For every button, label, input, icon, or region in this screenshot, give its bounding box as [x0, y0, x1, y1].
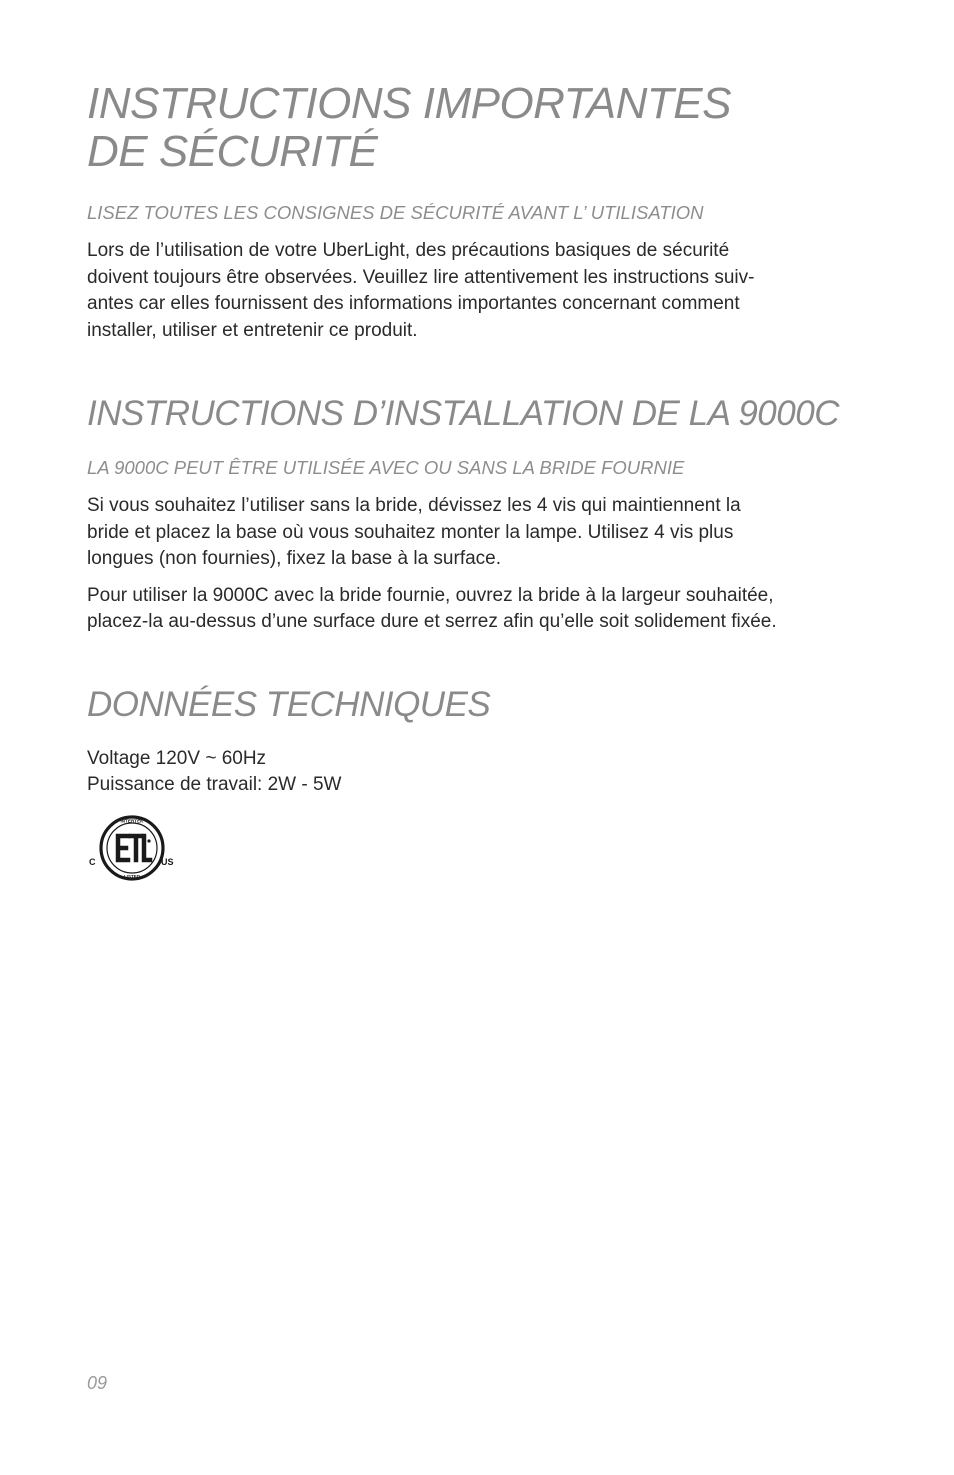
paragraph-line: installer, utiliser et entretenir ce produit. — [87, 319, 418, 341]
paragraph-line: bride et placez la base où vous souhaitez monter la lampe. Utilisez 4 vis plus — [87, 521, 734, 543]
installation-title: INSTRUCTIONS D’INSTALLATION DE LA 9000C — [87, 394, 839, 433]
svg-text:LISTED: LISTED — [123, 873, 141, 879]
svg-text:US: US — [161, 856, 174, 867]
paragraph-line: Pour utiliser la 9000C avec la bride fournie, ouvrez la bride à la largeur souhaitée, — [87, 584, 774, 606]
paragraph-line: longues (non fournies), fixez la base à la surface. — [87, 548, 502, 569]
specs-title: DONNÉES TECHNIQUES — [87, 684, 491, 724]
specs-list — [87, 746, 887, 799]
safety-title-line-1: INSTRUCTIONS IMPORTANTES — [87, 79, 731, 128]
paragraph-line: Lors de l’utilisation de votre UberLight, des précautions basiques de sécurité — [87, 240, 730, 261]
paragraph-line: antes car elles fournissent des informations importantes concernant comment — [87, 293, 740, 314]
paragraph-line: doivent toujours être observées. Veuillez lire attentivement les instructions suiv- — [87, 266, 755, 288]
etl-listed-logo-icon — [87, 813, 177, 883]
svg-text:INTERTEK: INTERTEK — [120, 818, 144, 823]
installation-subtitle: LA 9000C PEUT ÊTRE UTILISÉE AVEC OU SANS LA BRIDE FOURNIE — [87, 457, 685, 478]
installation-paragraph-2 — [87, 583, 887, 636]
document-page — [87, 80, 887, 883]
paragraph-line: Si vous souhaitez l’utiliser sans la bride, dévissez les 4 vis qui maintiennent la — [87, 495, 741, 516]
page-number: 09 — [87, 1373, 108, 1393]
spec-power: Puissance de travail: 2W - 5W — [87, 774, 342, 795]
spec-voltage: Voltage 120V ~ 60Hz — [87, 747, 267, 769]
safety-title-line-2: DE SÉCURITÉ — [87, 127, 378, 176]
safety-title — [87, 80, 887, 176]
paragraph-line: placez-la au-dessus d’une surface dure et serrez afin qu’elle soit solidement fixée. — [87, 611, 777, 632]
safety-subtitle: LISEZ TOUTES LES CONSIGNES DE SÉCURITÉ AVANT L’ UTILISATION — [87, 202, 704, 223]
installation-paragraph-1 — [87, 493, 887, 573]
safety-paragraph — [87, 238, 887, 344]
svg-text:C: C — [89, 856, 96, 867]
